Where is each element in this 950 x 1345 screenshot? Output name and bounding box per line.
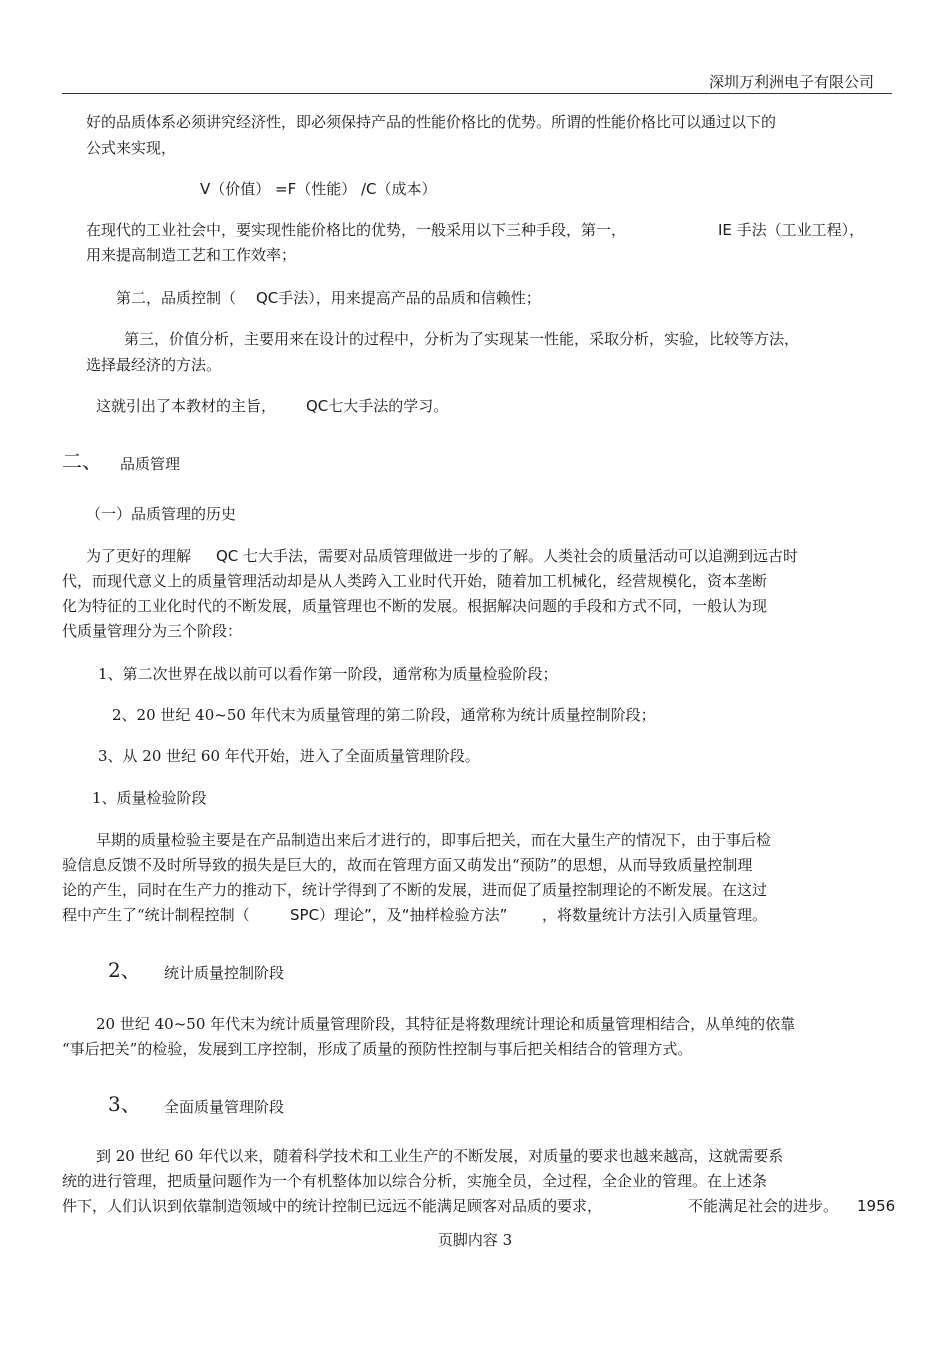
- stage-title: 1、质量检验阶段: [92, 789, 207, 807]
- body-text-line: 统的进行管理，把质量问题作为一个有机整体加以综合分析，实施全员，全过程，全企业的管理。在上述条: [62, 1172, 768, 1190]
- body-text-line: ，将数量统计方法引入质量管理。: [542, 906, 768, 924]
- stage-title: 全面质量管理阶段: [164, 1098, 285, 1116]
- body-text-line: 为了更好的理解: [86, 547, 192, 565]
- body-text-line: 代，而现代意义上的质量管理活动却是从人类跨入工业时代开始，随着加工机械化，经营规模化，资本垄断: [62, 572, 768, 590]
- section-title: 品质管理: [120, 455, 181, 473]
- stage-number: 2、: [108, 958, 141, 982]
- body-text-line: 这就引出了本教材的主旨，: [96, 397, 277, 415]
- list-item: 1、第二次世界在战以前可以看作第一阶段，通常称为质量检验阶段；: [98, 665, 558, 683]
- subsection-title: （一）品质管理的历史: [86, 505, 237, 523]
- body-text-line: 第二，品质控制（: [116, 289, 237, 307]
- body-text-line: 件下，人们认识到依靠制造领域中的统计控制已远远不能满足顾客对品质的要求，: [62, 1197, 603, 1215]
- body-text-line: 第三，价值分析，主要用来在设计的过程中，分析为了实现某一性能，采取分析，实验，比较等方法，: [124, 330, 800, 348]
- body-text-line: 程中产生了“统计制程控制（: [62, 906, 250, 924]
- body-text-line: QC 七大手法，需要对品质管理做进一步的了解。人类社会的质量活动可以追溯到远古时: [216, 547, 799, 565]
- body-text-line: 化为特征的工业化时代的不断发展，质量管理也不断的发展。根据解决问题的手段和方式不同，一般认为现: [62, 597, 768, 615]
- stage-title: 统计质量控制阶段: [164, 964, 285, 982]
- body-text-line: 1956: [857, 1197, 896, 1215]
- page-footer: 页脚内容 3: [437, 1231, 513, 1249]
- section-number: 二、: [62, 449, 102, 473]
- body-text-line: 早期的质量检验主要是在产品制造出来后才进行的，即事后把关，而在大量生产的情况下，由于事后检: [96, 831, 772, 849]
- list-item: 2、20 世纪 40~50 年代末为质量管理的第二阶段，通常称为统计质量控制阶段；: [112, 706, 656, 724]
- body-text-line: IE 手法（工业工程），: [718, 221, 865, 239]
- body-text-line: 选择最经济的方法。: [86, 356, 222, 374]
- stage-number: 3、: [108, 1092, 141, 1116]
- body-text-line: SPC）理论”，及“抽样检验方法”: [290, 906, 508, 924]
- body-text-line: QC手法），用来提高产品的品质和信赖性；: [256, 289, 541, 307]
- body-text-line: 不能满足社会的进步。: [688, 1197, 839, 1215]
- body-text-line: 20 世纪 40~50 年代末为统计质量管理阶段，其特征是将数理统计理论和质量管理相结合，从单纯的依靠: [96, 1015, 796, 1033]
- body-text-line: 好的品质体系必须讲究经济性，即必须保持产品的性能价格比的优势。所谓的性能价格比可以通过以下的: [86, 113, 777, 131]
- company-name: 深圳万利洲电子有限公司: [708, 73, 874, 91]
- list-item: 3、从 20 世纪 60 年代开始，进入了全面质量管理阶段。: [98, 747, 480, 765]
- formula: V（价值） =F（性能） /C（成本）: [200, 180, 437, 198]
- body-text-line: QC七大手法的学习。: [306, 397, 449, 415]
- body-text-line: 代质量管理分为三个阶段：: [62, 622, 243, 640]
- body-text-line: 用来提高制造工艺和工作效率；: [86, 246, 297, 264]
- header-divider: [62, 93, 892, 94]
- body-text-line: 在现代的工业社会中，要实现性能价格比的优势，一般采用以下三种手段，第一，: [86, 221, 627, 239]
- body-text-line: 公式来实现，: [86, 139, 177, 157]
- body-text-line: “事后把关”的检验，发展到工序控制，形成了质量的预防性控制与事后把关相结合的管理方式。: [62, 1040, 693, 1058]
- body-text-line: 到 20 世纪 60 年代以来，随着科学技术和工业生产的不断发展，对质量的要求也越来越高，这就需要系: [96, 1147, 784, 1165]
- body-text-line: 论的产生，同时在生产力的推动下，统计学得到了不断的发展，进而促了质量控制理论的不断发展。在这过: [62, 881, 768, 899]
- body-text-line: 验信息反馈不及时所导致的损失是巨大的，故而在管理方面又萌发出“预防”的思想，从而导致质量控制理: [62, 856, 753, 874]
